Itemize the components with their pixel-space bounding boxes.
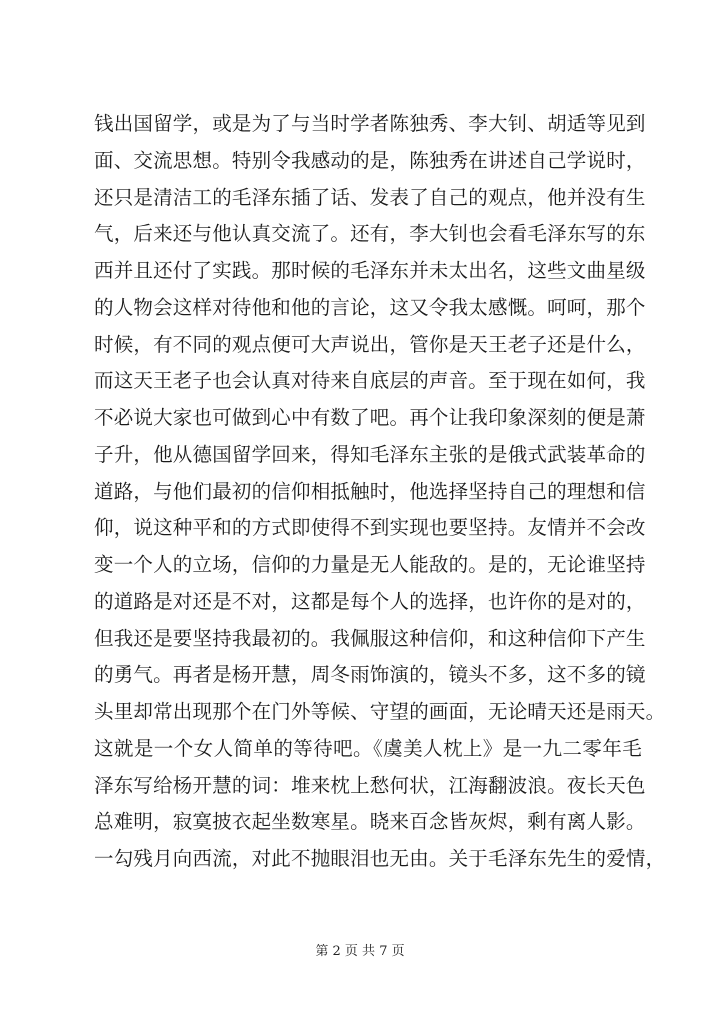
text-line: 泽东写给杨开慧的词：堆来枕上愁何状，江海翻波浪。夜长天色 <box>94 773 646 797</box>
text-line: 还只是清洁工的毛泽东插了话、发表了自己的观点，他并没有生 <box>94 185 646 209</box>
text-line: 钱出国留学，或是为了与当时学者陈独秀、李大钊、胡适等见到 <box>94 112 646 135</box>
page-number-footer: 第 2 页 共 7 页 <box>315 944 405 959</box>
text-line: 但我还是要坚持我最初的。我佩服这种信仰，和这种信仰下产生 <box>94 626 646 650</box>
text-line: 面、交流思想。特别令我感动的是，陈独秀在讲述自己学说时， <box>94 148 646 172</box>
text-line: 头里却常出现那个在门外等候、守望的画面，无论晴天还是雨天。 <box>94 700 666 723</box>
text-line: 仰，说这种平和的方式即使得不到实现也要坚持。友情并不会改 <box>94 516 646 540</box>
text-line: 气，后来还与他认真交流了。还有，李大钊也会看毛泽东写的东 <box>94 222 646 246</box>
text-line: 时候，有不同的观点便可大声说出，管你是天王老子还是什么， <box>94 332 646 356</box>
text-line: 这就是一个女人简单的等待吧。《虞美人枕上》是一九二零年毛 <box>94 736 642 760</box>
text-line: 变一个人的立场，信仰的力量是无人能敌的。是的，无论谁坚持 <box>94 553 646 576</box>
text-line: 而这天王老子也会认真对待来自底层的声音。至于现在如何，我 <box>94 369 646 393</box>
text-line: 子升，他从德国留学回来，得知毛泽东主张的是俄式武装革命的 <box>94 442 646 466</box>
body-text <box>94 106 666 878</box>
text-line: 一勾残月向西流，对此不抛眼泪也无由。关于毛泽东先生的爱情， <box>94 847 666 870</box>
text-line: 的人物会这样对待他和他的言论，这又令我太感慨。呵呵，那个 <box>94 295 646 319</box>
text-line: 不必说大家也可做到心中有数了吧。再个让我印象深刻的便是萧 <box>94 406 646 429</box>
text-line: 道路，与他们最初的信仰相抵触时，他选择坚持自己的理想和信 <box>94 479 646 503</box>
text-line: 的道路是对还是不对，这都是每个人的选择，也许你的是对的， <box>94 589 646 613</box>
text-line: 的勇气。再者是杨开慧，周冬雨饰演的，镜头不多，这不多的镜 <box>94 663 646 687</box>
text-line: 总难明，寂寞披衣起坐数寒星。晓来百念皆灰烬，剩有离人影。 <box>94 810 646 834</box>
text-line: 西并且还付了实践。那时候的毛泽东并未太出名，这些文曲星级 <box>94 259 646 282</box>
